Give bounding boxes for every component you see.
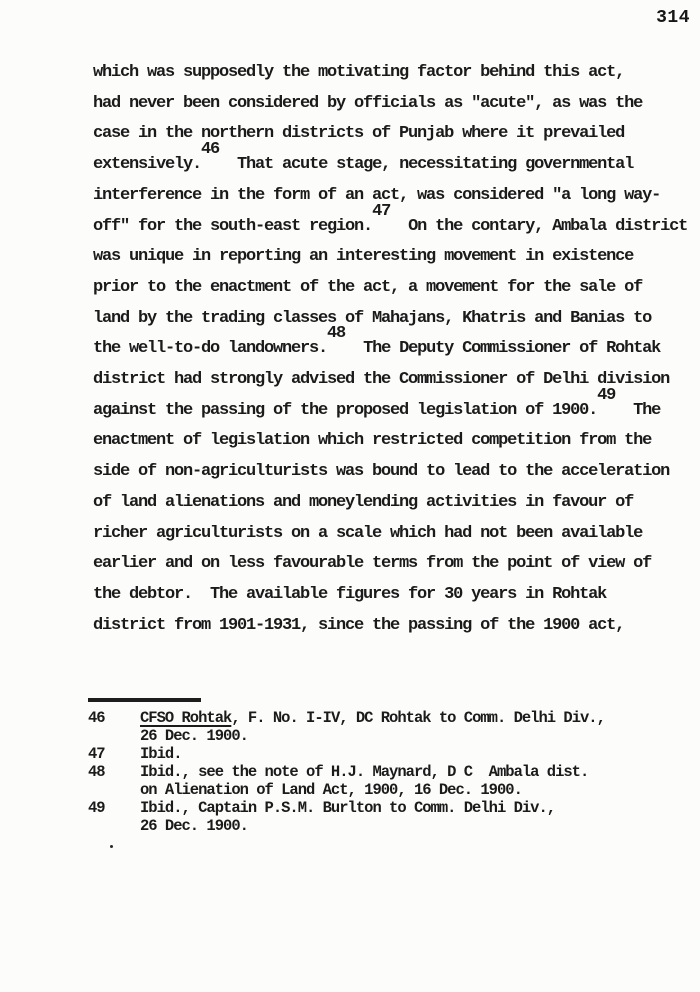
footnote-line bbox=[140, 709, 668, 727]
footnote-line bbox=[140, 763, 668, 781]
text-run: prior to the enactment of the act, a movement for the sale of bbox=[93, 277, 643, 297]
body-line bbox=[93, 324, 683, 365]
footnote-item bbox=[88, 745, 668, 763]
text-run: richer agriculturists on a scale which had not been available bbox=[93, 523, 643, 543]
body-line bbox=[93, 119, 683, 150]
footnote-line bbox=[140, 817, 668, 835]
scan-speck bbox=[110, 845, 113, 848]
text-run: district had strongly advised the Commissioner of Delhi division bbox=[93, 370, 670, 390]
footnote-number: 46 bbox=[88, 709, 105, 727]
body-line bbox=[93, 140, 683, 181]
footnotes bbox=[88, 709, 668, 835]
footnote-line bbox=[140, 727, 668, 745]
text-run: the debtor. The available figures for 30 years in Rohtak bbox=[93, 584, 607, 604]
text-run: earlier and on less favourable terms from the point of view of bbox=[93, 554, 652, 574]
body-line bbox=[93, 426, 683, 457]
text-run: That acute stage, necessitating governmental bbox=[219, 155, 634, 175]
text-run: Ibid., see the note of H.J. Maynard, D C Ambala dist. bbox=[140, 763, 589, 781]
footnote-item bbox=[88, 799, 668, 835]
text-run: The Deputy Commissioner of Rohtak bbox=[345, 339, 661, 359]
footnote-line bbox=[140, 799, 668, 817]
footnote-text bbox=[140, 799, 668, 835]
footnote-marker: 49 bbox=[597, 385, 616, 405]
text-run: land by the trading classes of Mahajans, Khatris and Banias to bbox=[93, 308, 652, 328]
body-line bbox=[93, 385, 683, 427]
text-run: side of non-agriculturists was bound to lead to the acceleration bbox=[93, 462, 670, 482]
text-run: of land alienations and moneylending activities in favour of bbox=[93, 492, 634, 512]
text-run: On the contary, Ambala district bbox=[390, 216, 688, 236]
footnote-number: 48 bbox=[88, 763, 105, 781]
text-run: 26 Dec. 1900. bbox=[140, 817, 248, 835]
body-line bbox=[93, 611, 683, 642]
body-line bbox=[93, 273, 683, 304]
footnote-item bbox=[88, 763, 668, 799]
text-run: Ibid., Captain P.S.M. Burlton to Comm. Delhi Div., bbox=[140, 799, 556, 817]
text-run: the well-to-do landowners. bbox=[93, 339, 328, 359]
text-run: Ibid. bbox=[140, 745, 182, 763]
body-line bbox=[93, 365, 683, 396]
page-number: 314 bbox=[656, 8, 690, 28]
footnote-line bbox=[140, 745, 668, 763]
text-run: on Alienation of Land Act, 1900, 16 Dec. 1900. bbox=[140, 781, 522, 799]
footnote-item bbox=[88, 709, 668, 745]
body-line bbox=[93, 580, 683, 611]
footnote-number: 47 bbox=[88, 745, 105, 763]
footnote-text bbox=[140, 745, 668, 763]
text-run: , F. No. I-IV, DC Rohtak to Comm. Delhi Div., bbox=[231, 709, 605, 727]
text-run: was unique in reporting an interesting movement in existence bbox=[93, 247, 634, 267]
text-run: CFSO Rohtak bbox=[140, 709, 232, 727]
body-line bbox=[93, 457, 683, 488]
text-run: against the passing of the proposed legislation of 1900. bbox=[93, 400, 598, 420]
body-text bbox=[93, 58, 688, 641]
footnote-text bbox=[140, 709, 668, 745]
body-line bbox=[93, 488, 683, 519]
body-line bbox=[93, 549, 683, 580]
footnote-marker: 46 bbox=[201, 140, 220, 160]
body-line bbox=[93, 242, 683, 273]
body-line bbox=[93, 304, 683, 335]
body-line bbox=[93, 58, 683, 89]
footnote-line bbox=[140, 781, 668, 799]
footnote-divider bbox=[88, 698, 201, 702]
footnote-marker: 47 bbox=[372, 201, 391, 221]
text-run: district from 1901-1931, since the passing of the 1900 act, bbox=[93, 615, 625, 635]
body-line bbox=[93, 519, 683, 550]
footnote-marker: 48 bbox=[327, 324, 346, 344]
text-run: 26 Dec. 1900. bbox=[140, 727, 248, 745]
text-run: extensively. bbox=[93, 155, 202, 175]
text-run: off" for the south-east region. bbox=[93, 216, 373, 236]
text-run: The bbox=[615, 400, 661, 420]
body-line bbox=[93, 89, 683, 120]
text-run: interference in the form of an act, was considered "a long way- bbox=[93, 185, 661, 205]
text-run: had never been considered by officials as "acute", as was the bbox=[93, 93, 643, 113]
footnote-number: 49 bbox=[88, 799, 105, 817]
text-run: enactment of legislation which restricted competition from the bbox=[93, 431, 652, 451]
text-run: which was supposedly the motivating factor behind this act, bbox=[93, 63, 625, 82]
body-line bbox=[93, 201, 688, 243]
footnote-text bbox=[140, 763, 668, 799]
text-run: case in the northern districts of Punjab where it prevailed bbox=[93, 124, 625, 144]
